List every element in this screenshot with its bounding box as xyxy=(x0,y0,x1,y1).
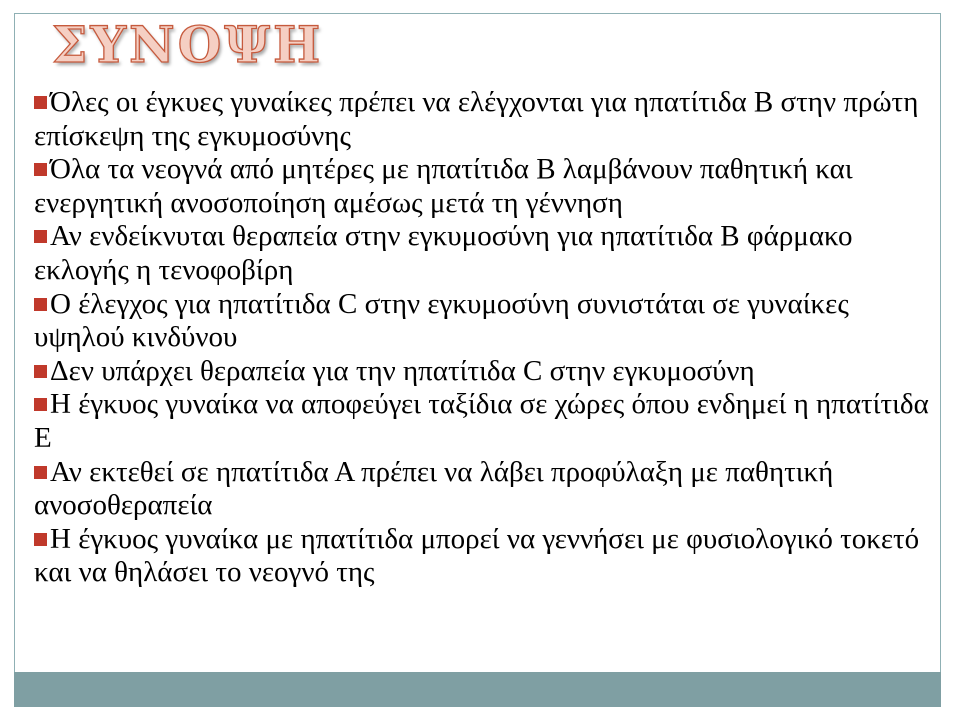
square-bullet-icon xyxy=(34,398,47,411)
bullet-item xyxy=(34,288,934,355)
bullet-text: Όλες οι έγκυες γυναίκες πρέπει να ελέγχονται για ηπατίτιδα Β στην πρώτη επίσκεψη της εγκυμοσύνης xyxy=(34,86,919,152)
bullet-text: Η έγκυος γυναίκα να αποφεύγει ταξίδια σε χώρες όπου ενδημεί η ηπατίτιδα Ε xyxy=(34,388,929,454)
bullet-item xyxy=(34,153,934,220)
slide-title: ΣΥΝΟΨΗ xyxy=(52,15,324,74)
bullet-item xyxy=(34,355,934,389)
bullet-item xyxy=(34,456,934,523)
bullet-item xyxy=(34,86,934,153)
square-bullet-icon xyxy=(34,96,47,109)
square-bullet-icon xyxy=(34,230,47,243)
square-bullet-icon xyxy=(34,298,47,311)
bullet-list xyxy=(34,86,934,590)
bottom-band xyxy=(14,672,941,707)
bullet-text: Ο έλεγχος για ηπατίτιδα C στην εγκυμοσύνη συνιστάται σε γυναίκες υψηλού κινδύνου xyxy=(34,287,849,354)
square-bullet-icon xyxy=(34,466,47,479)
bullet-item xyxy=(34,523,934,590)
square-bullet-icon xyxy=(34,365,47,378)
square-bullet-icon xyxy=(34,163,47,176)
bullet-item xyxy=(34,220,934,287)
bullet-text: Αν εκτεθεί σε ηπατίτιδα Α πρέπει να λάβει προφύλαξη με παθητική ανοσοθεραπεία xyxy=(34,455,834,522)
bullet-text: Αν ενδείκνυται θεραπεία στην εγκυμοσύνη για ηπατίτιδα Β φάρμακο εκλογής η τενοφοβίρη xyxy=(34,220,853,286)
bullet-text: Η έγκυος γυναίκα με ηπατίτιδα μπορεί να γεννήσει με φυσιολογικό τοκετό και να θηλάσει το νεογνό της xyxy=(34,522,920,589)
bullet-text: Όλα τα νεογνά από μητέρες με ηπατίτιδα Β λαμβάνουν παθητική και ενεργητική ανοσοποίηση αμέσως μετά τη γέννηση xyxy=(34,153,853,219)
bullet-text: Δεν υπάρχει θεραπεία για την ηπατίτιδα C στην εγκυμοσύνη xyxy=(50,354,755,387)
square-bullet-icon xyxy=(34,533,47,546)
bullet-item xyxy=(34,388,934,455)
